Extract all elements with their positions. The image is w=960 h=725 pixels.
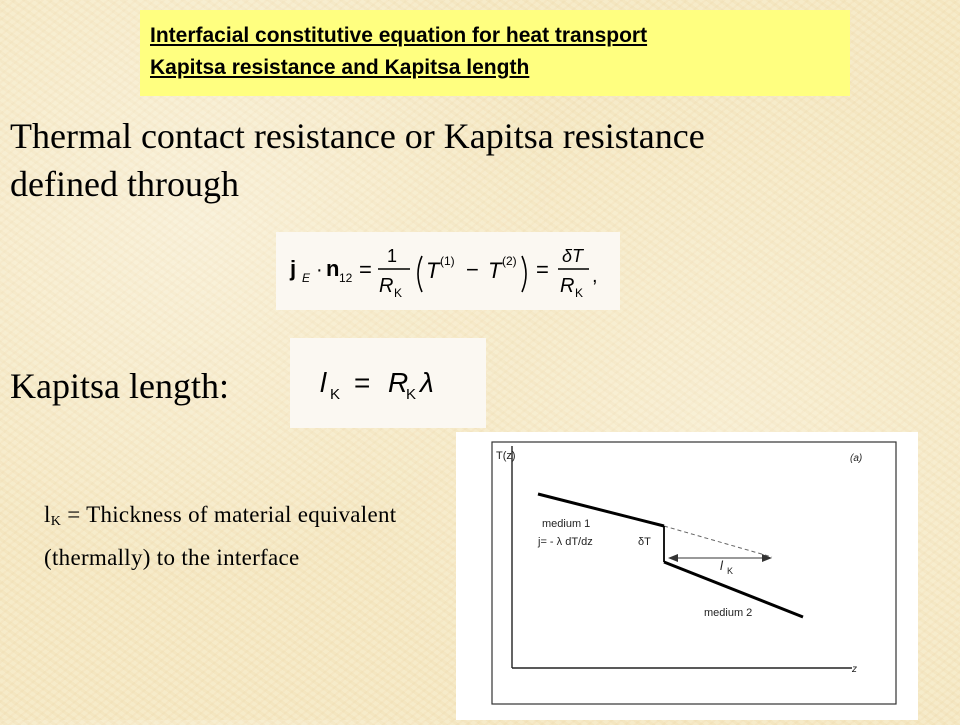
temperature-profile-figure (456, 432, 918, 720)
eq1-deltaT: δT (562, 246, 583, 266)
panel-label: (a) (850, 453, 863, 464)
extrapolation-line (664, 526, 772, 557)
y-axis-label: T(z) (496, 450, 516, 462)
eq1-comma: , (592, 265, 598, 287)
kapitsa-resistance-equation (276, 232, 620, 310)
lk-sub: K (727, 566, 734, 576)
eq1-flux: j (290, 256, 297, 281)
title-banner (140, 10, 850, 96)
kapitsa-length-description (44, 497, 404, 576)
x-axis-label: z (852, 664, 857, 675)
eq1-equals-2: = (536, 257, 549, 282)
heading-line-2: defined through (10, 164, 239, 204)
desc-symbol: l (44, 502, 51, 527)
equation-2-graphic (290, 338, 486, 428)
lk-arrow-left-head (668, 554, 678, 562)
flux-law-label: j= - λ dT/dz (538, 536, 593, 548)
eq1-t2-sup: (2) (502, 254, 517, 268)
main-heading (10, 112, 910, 208)
eq1-r2-sub: K (575, 286, 584, 300)
eq1-minus: − (466, 257, 479, 282)
lk-symbol: l (720, 558, 723, 573)
eq1-equals-1: = (359, 257, 372, 282)
eq1-flux-sub: E (302, 271, 311, 285)
eq1-t1: T (426, 258, 440, 283)
title-line-2: Kapitsa resistance and Kapitsa length (150, 56, 530, 79)
kapitsa-length-equation (290, 338, 486, 428)
medium-2-label: medium 2 (704, 607, 753, 619)
eq2-r: R (388, 367, 409, 398)
title-line-1: Interfacial constitutive equation for heat transport (150, 24, 648, 47)
desc-text: = Thickness of material equivalent (thermally) to the interface (44, 502, 397, 570)
eq1-r1-sub: K (394, 286, 403, 300)
eq2-r-sub: K (406, 386, 417, 403)
eq1-dot: · (316, 259, 323, 281)
eq2-l-sub: K (330, 386, 341, 403)
heading-line-1: Thermal contact resistance or Kapitsa resistance (10, 116, 705, 156)
eq1-normal: n (326, 256, 340, 281)
medium-1-label: medium 1 (542, 518, 591, 530)
eq2-l: l (320, 367, 327, 398)
eq2-equals: = (354, 367, 371, 398)
eq1-normal-sub: 12 (339, 271, 353, 285)
kapitsa-length-label: Kapitsa length: (10, 366, 229, 406)
eq1-r2: R (560, 275, 575, 297)
temperature-profile-plot (456, 432, 918, 720)
equation-1-graphic (276, 232, 620, 310)
desc-symbol-sub: K (50, 514, 62, 529)
eq1-r1: R (379, 275, 394, 297)
delta-t-label: δT (638, 536, 651, 548)
eq1-t1-sup: (1) (440, 254, 455, 268)
eq2-lambda: λ (420, 367, 434, 398)
eq1-t2: T (488, 258, 502, 283)
eq1-one: 1 (387, 246, 398, 266)
